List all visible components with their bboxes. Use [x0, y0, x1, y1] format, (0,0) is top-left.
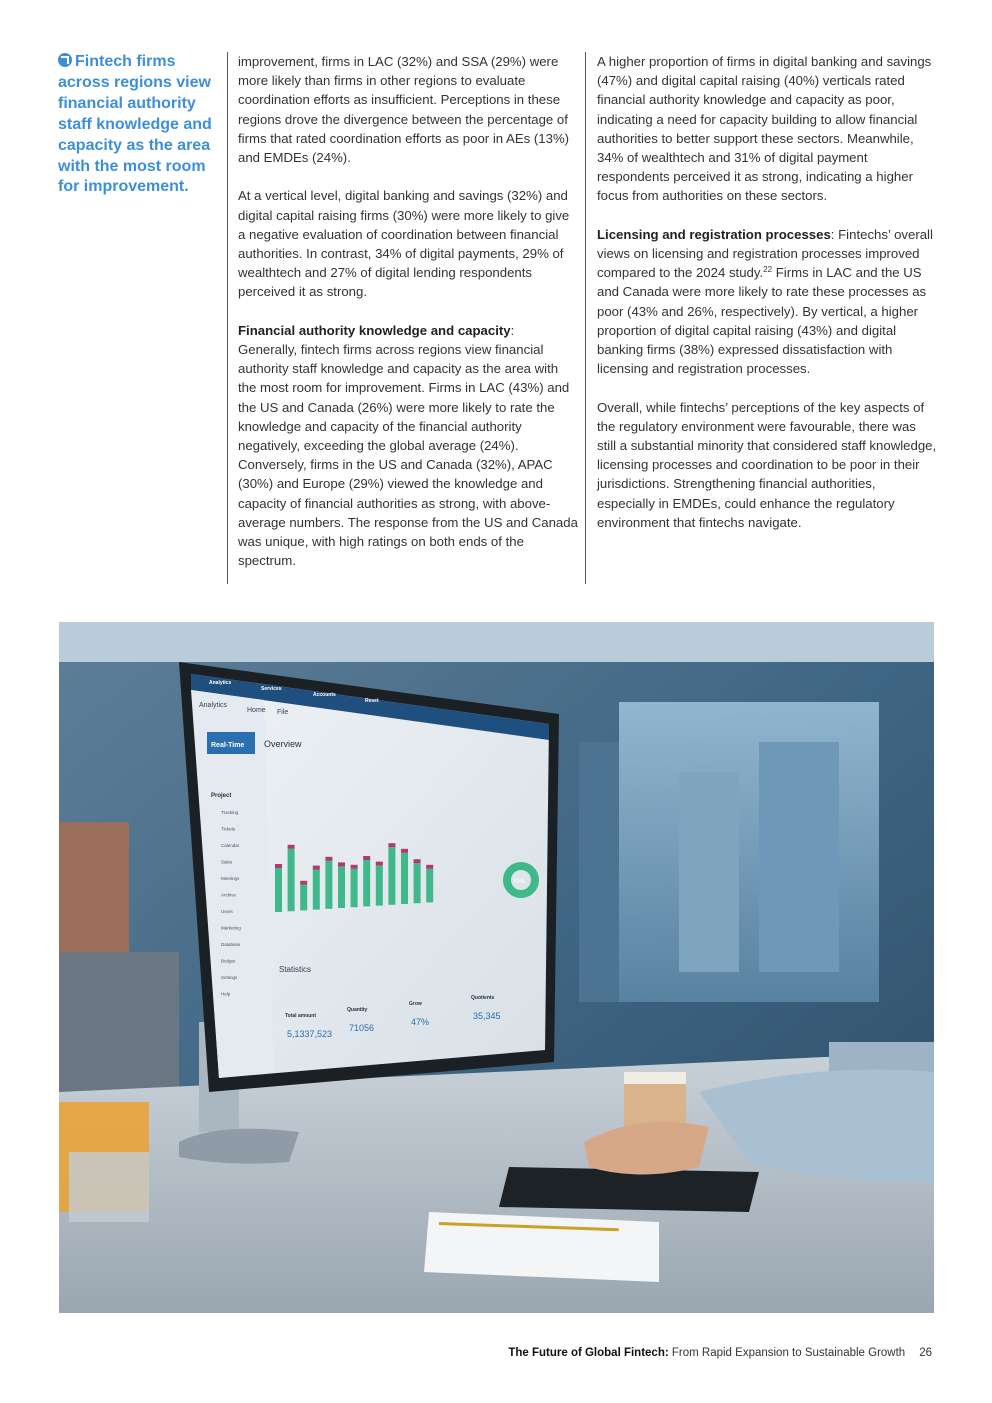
screen-chart-bar: [288, 849, 295, 911]
screen-chart-bar-cap: [300, 881, 307, 885]
screen-sidebar-item: Sales: [221, 859, 233, 865]
screen-sidebar-item: Meetings: [221, 876, 240, 881]
screen-stat-label: Grow: [409, 1001, 422, 1007]
screen-chart-bar-cap: [288, 845, 295, 849]
screen-sidebar-item: Budget: [221, 958, 236, 964]
screen-app-name: Analytics: [199, 702, 228, 709]
screen-stat-value: 5,1337,523: [287, 1029, 333, 1039]
paragraph: At a vertical level, digital banking and savings (32%) and digital capital raising firms (30%) were more likely to give a negative evaluation of coordination between financial authorities. In contrast, 34% of digital payments, 29% of wealthtech and 27% of digital lending respondents perceived it as strong.: [238, 188, 570, 300]
paragraph: Financial authority knowledge and capacity: Generally, fintech firms across regions view financial authority staff knowledge and capacity as the area with the most room for improvement. Firms in LAC (43%) and the US and Canada (26%) were more likely to rate the knowledge and capacity of the financial authority negatively, exceeding the global average (24%). Conversely, firms in the US and Canada (32%), APAC (30%) and Europe (29%) viewed the knowledge and capacity of financial authorities as strong, with above-average numbers. The response from the US and Canada was unique, with high ratings on both ends of the spectrum.: [238, 322, 578, 569]
screen-stat-value: 47%: [411, 1017, 430, 1027]
paragraph-body: : Fintechs’ overall views on licensing and registration processes improved compared to the 2024 study.: [597, 226, 933, 281]
screen-chart-bar-cap: [426, 865, 433, 869]
screen-chart-bar: [351, 869, 358, 907]
screen-sidebar-item: Help: [221, 991, 231, 997]
screen-chart-bar: [325, 861, 332, 909]
screen-tab: Home: [247, 707, 266, 714]
screen-chart-bar-cap: [363, 856, 370, 860]
screen-chart-bar: [426, 869, 433, 903]
screen-tab: File: [277, 709, 289, 716]
report-subtitle: From Rapid Expansion to Sustainable Growth: [668, 1347, 906, 1359]
screen-stat-label: Quantity: [347, 1007, 368, 1013]
footnote-ref[interactable]: 22: [763, 265, 773, 275]
screen-stat-label: Total amount: [285, 1013, 317, 1019]
screen-realtime-button: Real-Time: [211, 742, 245, 749]
paragraph: improvement, firms in LAC (32%) and SSA (29%) were more likely than firms in other regions to evaluate coordination efforts as insufficient. Perceptions in these regions drove the divergence between the percentage of firms that rated coordination efforts as poor in AEs (13%) and EMDEs (24%).: [238, 54, 570, 166]
paragraph-body: Generally, fintech firms across regions view financial authority staff knowledge and capacity as the area with the most room for improvement. Firms in LAC (43%) and the US and Canada (26%) were more likely to rate the knowledge and capacity of the financial authority negatively, exceeding the global average (24%). Conversely, firms in the US and Canada (32%), APAC (30%) and Europe (29%) viewed the knowledge and capacity of financial authorities as strong, with above-average numbers. The response from the US and Canada was unique, with high ratings on both ends of the spectrum.: [238, 342, 578, 569]
screen-chart-bar-cap: [414, 859, 421, 863]
screen-chart-bar: [275, 868, 282, 912]
screen-sidebar-item: Users: [221, 909, 233, 914]
screen-chart-bar-cap: [376, 862, 383, 866]
screen-sidebar-item: Settings: [221, 975, 238, 980]
report-title: The Future of Global Fintech:: [508, 1347, 669, 1359]
column-divider: [227, 52, 228, 584]
column-divider: [585, 52, 586, 584]
text-column-1: [238, 52, 578, 590]
screen-page-title: Overview: [264, 739, 302, 749]
screen-sidebar-item: Archive: [221, 892, 237, 898]
office-photo: [59, 622, 934, 1313]
text-column-2: [597, 52, 937, 551]
paragraph: A higher proportion of firms in digital banking and savings (47%) and digital capital raising (40%) verticals rated financial authority knowledge and capacity as poor, indicating a need for capacity building to allow financial authorities to better support these sectors. Meanwhile, 34% of wealthtech and 31% of digital payment respondents perceived it as strong, indicating a higher focus from authorities on these sectors.: [597, 54, 932, 204]
screen-donut-label: 70%: [513, 879, 526, 885]
screen-chart-bar-cap: [313, 866, 320, 870]
screen-chart-bar-cap: [401, 849, 408, 853]
screen-chart-bar: [363, 860, 370, 906]
screen-chart-bar-cap: [338, 862, 345, 866]
screen-chart-bar-cap: [351, 865, 358, 869]
screen-nav-item: Analytics: [209, 680, 232, 686]
screen-sidebar-item: Database: [221, 942, 241, 947]
screen-panel-title: Statistics: [279, 965, 312, 974]
page-footer: [508, 1347, 932, 1359]
pull-quote: [58, 52, 226, 198]
section-heading: Licensing and registration processes: [597, 226, 831, 242]
paragraph: Overall, while fintechs’ perceptions of the key aspects of the regulatory environment were favourable, there was still a substantial minority that considered staff knowledge, licensing processes and coordination to be poor in their jurisdictions. Strengthening financial authorities, especially in EMDEs, could enhance the regulatory environment that fintechs navigate.: [597, 399, 937, 530]
screen-chart-bar-cap: [388, 843, 395, 847]
paragraph-body: Firms in LAC and the US and Canada were more likely to rate these processes as poor (43% and 26%, respectively). By vertical, a higher proportion of digital capital raising (43%) and digital banking firms (38%) expressed dissatisfaction with licensing and registration processes.: [597, 265, 927, 377]
screen-nav-item: Accounts: [313, 692, 336, 698]
pull-quote-icon: [58, 53, 72, 67]
screen-nav-item: Reset: [365, 698, 379, 704]
paragraph: [597, 225, 937, 379]
screen-chart-bar: [414, 863, 421, 903]
page-number: 26: [919, 1347, 932, 1359]
screen-stat-value: 35,345: [473, 1011, 501, 1021]
screen-chart-bar: [300, 885, 307, 911]
screen-stat-label: Quotients: [471, 995, 495, 1001]
screen-sidebar-item: Calendar: [221, 843, 240, 848]
screen-stat-value: 71056: [349, 1023, 375, 1033]
screen-sidebar-item: Marketing: [221, 925, 241, 931]
screen-sidebar-section: Project: [211, 793, 232, 799]
screen-chart-bar: [376, 866, 383, 906]
screen-chart-bar: [313, 870, 320, 910]
screen-chart-bar-cap: [275, 864, 282, 868]
screen-chart-bar: [401, 853, 408, 904]
screen-nav-item: Services: [261, 686, 282, 692]
section-heading: Financial authority knowledge and capacity: [238, 322, 511, 338]
screen-chart-bar: [388, 847, 395, 905]
screen-chart-bar-cap: [325, 857, 332, 861]
screen-chart-bar: [338, 866, 345, 908]
screen-sidebar-item: Tickets: [221, 826, 236, 832]
screen-sidebar-item: Tracking: [221, 810, 239, 815]
pull-quote-text: Fintech firms across regions view financial authority staff knowledge and capacity as the area with the most room for improvement.: [58, 53, 212, 196]
